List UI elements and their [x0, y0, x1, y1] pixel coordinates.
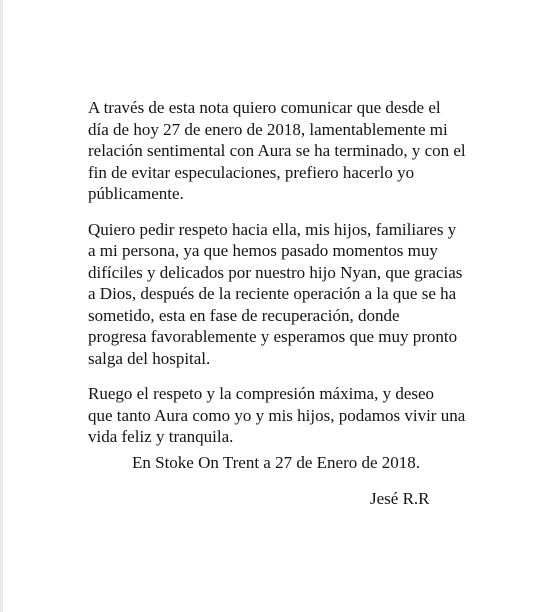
paragraph-3-line: que tanto Aura como yo y mis hijos, podamos vivir una	[88, 405, 466, 425]
place-and-date: En Stoke On Trent a 27 de Enero de 2018.	[132, 453, 421, 472]
paragraph-2-line: difíciles y delicados por nuestro hijo Nyan, que gracias	[88, 262, 463, 282]
signature: Jesé R.R	[370, 489, 430, 508]
paragraph-3-line: Ruego el respeto y la compresión máxima, y deseo	[88, 384, 435, 403]
paragraph-3	[84, 383, 489, 448]
paragraph-3-line: vida feliz y tranquila.	[88, 427, 234, 446]
paragraph-1-line: públicamente.	[88, 184, 184, 203]
paragraph-1	[84, 97, 489, 205]
letter-body	[84, 97, 489, 448]
paragraph-2-line: progresa favorablemente y esperamos que muy pronto	[88, 327, 458, 346]
paragraph-2-line: a Dios, después de la reciente operación a la que se ha	[88, 284, 457, 303]
paragraph-2-line: sometido, esta en fase de recuperación, donde	[88, 305, 400, 325]
paragraph-2	[84, 219, 489, 370]
page-edge-shadow	[0, 0, 3, 612]
paragraph-2-line: salga del hospital.	[88, 348, 211, 368]
paragraph-1-line: fin de evitar especulaciones, prefiero hacerlo yo	[88, 162, 415, 182]
paragraph-1-line: A través de esta nota quiero comunicar que desde el	[88, 98, 441, 117]
paragraph-2-line: Quiero pedir respeto hacia ella, mis hijos, familiares y	[88, 219, 457, 239]
paragraph-1-line: día de hoy 27 de enero de 2018, lamentablemente mi	[88, 119, 448, 139]
paragraph-2-line: a mi persona, ya que hemos pasado momentos muy	[88, 241, 438, 260]
paragraph-1-line: relación sentimental con Aura se ha terminado, y con el	[88, 141, 466, 160]
